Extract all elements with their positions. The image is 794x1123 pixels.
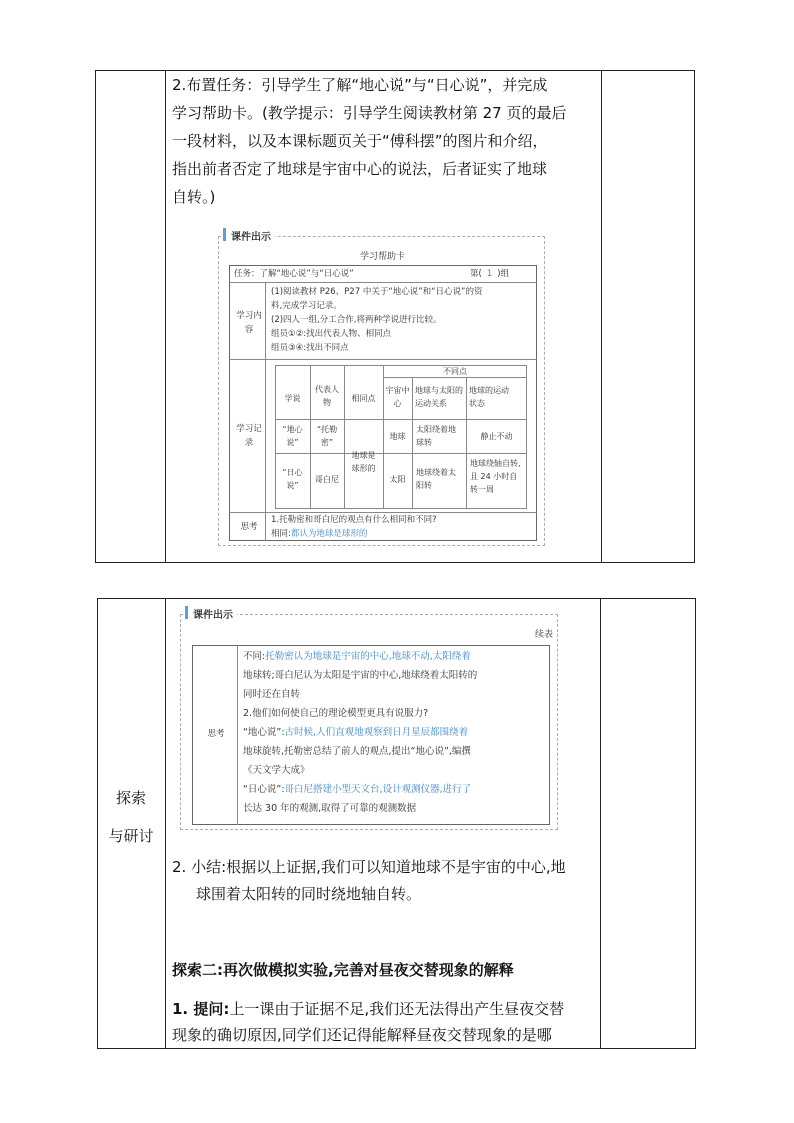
section-label-discuss: 与研讨 <box>108 827 154 845</box>
task-paragraph-line-4: 指出前者否定了地球是宇宙中心的说法，后者证实了地球 <box>172 160 548 178</box>
explore-2-heading: 探索二:再次做模拟实验,完善对昼夜交替现象的解释 <box>172 961 514 979</box>
question-2: 2.他们如何使自己的理论模型更具有说服力? <box>243 708 429 719</box>
geo-line-3: 《天文学大成》 <box>243 765 310 776</box>
study-help-card <box>218 232 545 546</box>
ask-line-1: 1. 提问:上一课由于证据不足,我们还无法得出产生昼夜交替 <box>172 1000 565 1018</box>
think-label: 思考 <box>240 522 258 532</box>
ask-line-2: 现象的确切原因,同学们还记得能解释昼夜交替现象的是哪 <box>172 1026 552 1044</box>
divider <box>229 282 537 283</box>
task-paragraph-line-5: 自转。) <box>172 188 216 206</box>
helio-line-1: “日心说”:哥白尼搭建小型天文台,设计观测仪器,进行了 <box>243 784 472 795</box>
group-number: 第( 1 )组 <box>470 269 510 279</box>
diff-line-2: 地球转;哥白尼认为太阳是宇宙的中心,地球绕着太阳转的 <box>243 670 478 681</box>
courseware-badge: 课件出示 <box>227 228 275 243</box>
row2-motion: 地球绕轴自转,且 24 小时自转一周 <box>470 459 521 494</box>
bottom-table-divider-left <box>165 598 166 1049</box>
row2-center: 太阳 <box>389 475 406 484</box>
header-universe-center: 宇宙中心 <box>385 386 410 408</box>
task-label: 任务：了解“地心说”与“日心说” <box>234 269 354 279</box>
summary-line-1: 2. 小结:根据以上证据,我们可以知道地球不是宇宙的中心,地 <box>172 858 566 876</box>
content-line-3: (2)四人一组,分工合作,将两种学说进行比较。 <box>271 315 442 325</box>
content-label: 学习内容 <box>236 311 262 335</box>
card-title: 学习帮助卡 <box>359 252 405 262</box>
row1-theory: “地心说” <box>282 425 303 447</box>
grid-line <box>412 377 413 509</box>
row1-person: “托勒密” <box>316 425 338 447</box>
divider <box>237 645 238 825</box>
think-same: 相同:都认为地球是球形的 <box>271 529 368 539</box>
header-earth-sun-relation: 地球与太阳的运动关系 <box>415 386 463 408</box>
geo-line-1: “地心说”:古时候,人们直观地观察到日月星辰都围绕着 <box>243 727 469 738</box>
header-earth-motion: 地球的运动状态 <box>469 386 509 408</box>
section-label-explore: 探索 <box>115 789 146 807</box>
grid-line <box>275 419 527 420</box>
divider <box>229 359 537 360</box>
grid-line <box>383 453 527 454</box>
header-same: 相同点 <box>351 394 376 403</box>
content-line-4: 组员①②:找出代表人物、相同点 <box>271 329 392 339</box>
divider <box>265 282 266 541</box>
continued-label: 续表 <box>534 630 553 640</box>
row1-relation: 太阳绕着地球转 <box>416 425 456 447</box>
bottom-table-divider-right <box>600 598 601 1049</box>
diff-line-3: 同时还在自转 <box>243 689 301 700</box>
header-theory: 学说 <box>284 394 301 403</box>
geo-line-2: 地球旋转,托勒密总结了前人的观点,提出“地心说”,编撰 <box>243 746 471 757</box>
think-label-2: 思考 <box>207 729 225 739</box>
courseware-badge: 课件出示 <box>189 606 237 621</box>
row2-person: 哥白尼 <box>315 475 339 484</box>
helio-line-2: 长达 30 年的观测,取得了可靠的观测数据 <box>243 803 417 814</box>
top-table-divider-right <box>601 70 602 563</box>
row1-center: 地球 <box>389 432 406 441</box>
row2-theory: “日心说” <box>282 468 303 490</box>
header-different: 不同点 <box>443 367 467 376</box>
row1-motion: 静止不动 <box>480 432 513 441</box>
record-label: 学习记录 <box>236 424 262 448</box>
content-line-5: 组员③④:找出不同点 <box>271 343 349 353</box>
task-paragraph-line-1: 2.布置任务：引导学生了解“地心说”与“日心说”，并完成 <box>172 76 548 94</box>
diff-line-1: 不同:托勒密认为地球是宇宙的中心,地球不动,太阳绕着 <box>243 651 471 662</box>
task-paragraph-line-2: 学习帮助卡。(教学提示：引导学生阅读教材第 27 页的最后 <box>172 104 567 122</box>
content-line-1: (1)阅读教材 P26、P27 中关于“地心说”和“日心说”的资 <box>271 287 483 297</box>
row2-relation: 地球绕着太阳转 <box>416 468 456 490</box>
think-question-1: 1.托勒密和哥白尼的观点有什么相同和不同? <box>271 515 437 525</box>
summary-line-2: 球围着太阳转的同时绕地轴自转。 <box>196 885 422 903</box>
grid-line <box>344 365 345 509</box>
task-paragraph-line-3: 一段材料，以及本课标题页关于“傅科摆”的图片和介绍， <box>172 132 548 150</box>
same-point: 地球是球形的 <box>351 451 376 473</box>
top-table-divider-left <box>165 70 166 563</box>
content-line-2: 料,完成学习记录。 <box>271 301 342 311</box>
header-person: 代表人物 <box>315 385 339 407</box>
grid-line <box>310 365 311 509</box>
continued-card <box>180 610 558 830</box>
grid-line <box>466 377 467 509</box>
